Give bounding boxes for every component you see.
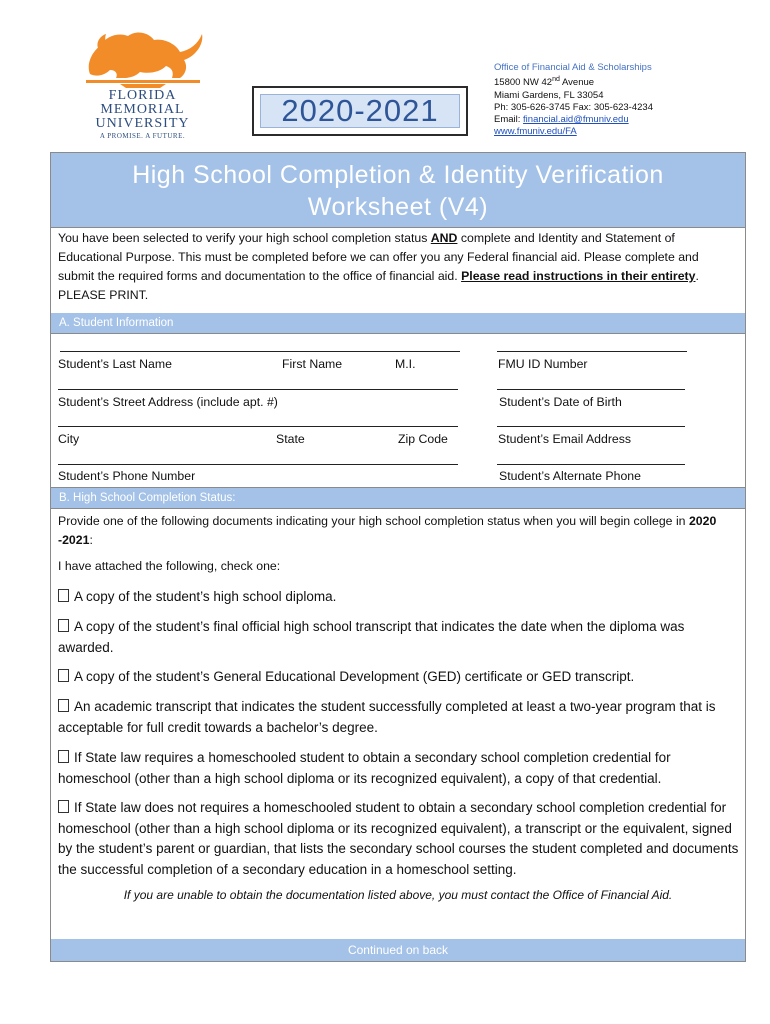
office-phone: Ph: 305-626-3745 Fax: 305-623-4234 [494,101,653,113]
office-contact [494,62,653,138]
email-input-line[interactable] [497,426,685,427]
lion-emblem-icon [80,26,205,88]
logo-text-university: UNIVERSITY [95,116,190,131]
logo-tagline: A PROMISE. A FUTURE. [99,132,186,140]
attached-label: I have attached the following, check one: [58,559,281,573]
checkbox[interactable] [58,750,69,763]
first-name-label: First Name [282,357,343,371]
fmu-id-label: FMU ID Number [498,357,588,371]
alt-phone-label: Student’s Alternate Phone [499,469,641,483]
intro-paragraph: You have been selected to verify your high school completion status AND complete and Identity and Statement of Educational Purpose. This must be completed before we can offer you any Federal financial aid. Please complete and submit the required forms and documentation to the office of financial aid. Please read instructions in their entirety. PLEASE PRINT. [58,231,699,302]
city-state-zip-input-line[interactable] [58,426,458,427]
logo-text-memorial: MEMORIAL [100,102,185,117]
email-link[interactable]: financial.aid@fmuniv.edu [523,113,629,125]
state-label: State [276,432,305,446]
alt-phone-input-line[interactable] [497,464,685,465]
city-label: City [58,432,80,446]
street-address-input-line[interactable] [58,389,458,390]
divider [51,508,745,509]
last-name-label: Student’s Last Name [58,357,172,371]
university-logo [80,26,205,140]
zip-label: Zip Code [398,432,448,446]
option-homeschool-credential: If State law requires a homeschooled student to obtain a secondary school completion credential for homeschool (other than a high school diploma or its recognized equivalent), a copy of that credential. [58,750,671,786]
section-b-instruction: Provide one of the following documents indicating your high school completion status when you will begin college in 2020 -2021: I have attached the following, check one: [58,512,738,576]
dob-input-line[interactable] [497,389,685,390]
option-ged: A copy of the student’s General Educational Development (GED) certificate or GED transcript. [58,667,742,688]
section-b-header: B. High School Completion Status: [51,488,745,508]
award-year: 2020-2021 [260,94,460,128]
divider [51,227,745,228]
street-address-label: Student’s Street Address (include apt. #) [58,395,278,409]
award-year-box [252,86,468,136]
checkbox[interactable] [58,589,69,602]
option-transcript: A copy of the student’s final official high school transcript that indicates the date when the diploma was awarded. [58,619,685,655]
last-first-mi-input-line[interactable] [60,351,460,352]
section-a-header: A. Student Information [51,313,745,333]
fmu-id-input-line[interactable] [497,351,687,352]
contact-note: If you are unable to obtain the documentation listed above, you must contact the Office of Financial Aid. [123,888,673,902]
phone-input-line[interactable] [58,464,458,465]
office-email-line: Email: financial.aid@fmuniv.edu [494,113,629,125]
website-link[interactable]: www.fmuniv.edu/FA [494,126,577,138]
checkbox[interactable] [58,619,69,632]
office-street: 15800 NW 42nd Avenue [494,76,595,89]
title-banner [51,153,745,227]
checkbox[interactable] [58,699,69,712]
dob-label: Student’s Date of Birth [499,395,622,409]
logo-text-florida: FLORIDA [108,88,177,103]
option-homeschool-transcript: If State law does not requires a homeschooled student to obtain a secondary school completion credential for homeschool (other than a high school diploma or its recognized equivalent), a transcript or the equivalent, signed by the student’s parent or guardian, that lists the secondary school courses the student completed and documents the successful completion of a secondary education in a homeschool setting. [58,800,739,877]
phone-label: Student’s Phone Number [58,469,196,483]
office-name: Office of Financial Aid & Scholarships [494,62,652,73]
page-title: High School Completion & Identity Verification Worksheet (V4) [132,161,664,221]
office-city: Miami Gardens, FL 33054 [494,89,604,101]
option-academic-transcript: An academic transcript that indicates the student successfully completed at least a two-year program that is acceptable for full credit towards a bachelor’s degree. [58,699,716,735]
checkbox[interactable] [58,800,69,813]
continued-footer: Continued on back [51,939,745,961]
option-diploma: A copy of the student’s high school diploma. [58,587,742,608]
mi-label: M.I. [395,357,416,371]
checkbox[interactable] [58,669,69,682]
divider [51,333,745,334]
email-label: Student’s Email Address [498,432,632,446]
